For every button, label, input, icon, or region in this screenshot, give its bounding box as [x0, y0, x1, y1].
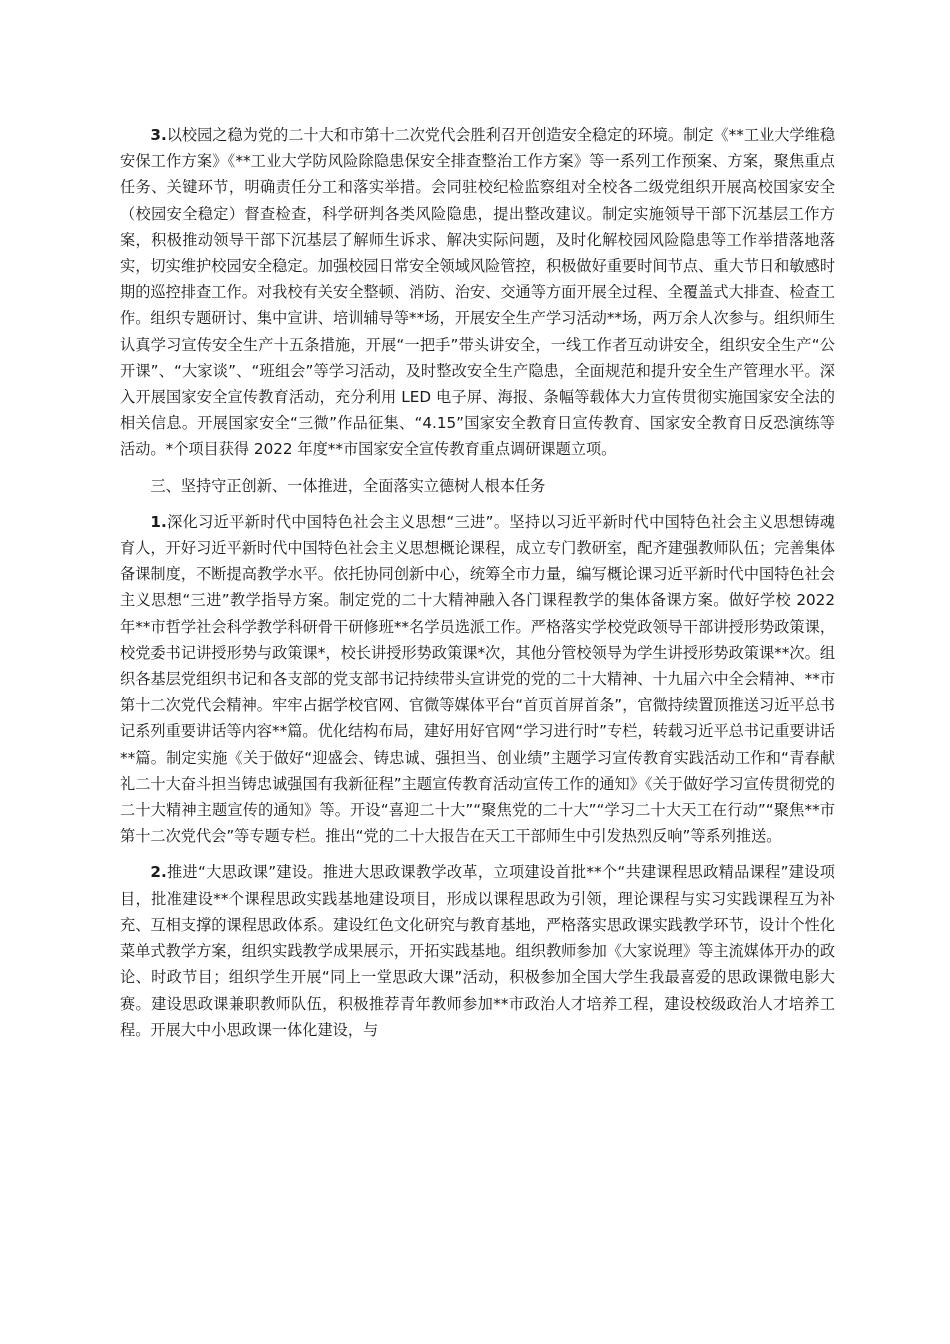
paragraph-ideological-course — [120, 859, 835, 1042]
paragraph-number: 3. — [150, 126, 167, 144]
paragraph-text: 深化习近平新时代中国特色社会主义思想“三进”。坚持以习近平新时代中国特色社会主义思想铸魂育人，开好习近平新时代中国特色社会主义思想概论课程，成立专门教研室，配齐建强教师队伍；完善集体备课制度，不断提高教学水平。依托协同创新中心，统筹全市力量，编写概论课习近平新时代中国特色社会主义思想“三进”教学指导方案。制定党的二十大精神融入各门课程教学的集体备课方案。做好学校 2022 年**市哲学社会科学教学科研骨干研修班**名学员选派工作。严格落实学校党政领导干部讲授形势政策课，校党委书记讲授形势与政策课*，校长讲授形势政策课*次，其他分管校领导为学生讲授形势政策课**次。组织各基层党组织书记和各支部的党支部书记持续带头宣讲党的党的二十大精神、十九届六中全会精神、**市第十二次党代会精神。牢牢占据学校官网、官微等媒体平台“首页首屏首条”，官微持续置顶推送习近平总书记系列重要讲话等内容**篇。优化结构布局，建好用好官网“学习进行时”专栏，转载习近平总书记重要讲话**篇。制定实施《关于做好“迎盛会、铸忠诚、强担当、创业绩”主题学习宣传教育实践活动工作和“青春献礼二十大奋斗担当铸忠诚强国有我新征程”主题宣传教育活动宣传工作的通知》《关于做好学习宣传贯彻党的二十大精神主题宣传的通知》等。开设“喜迎二十大”“聚焦党的二十大”“学习二十大天工在行动”“聚焦**市第十二次党代会”等专题专栏。推出“党的二十大报告在天工干部师生中引发热烈反响”等系列推送。 — [120, 512, 835, 846]
section-heading: 三、坚持守正创新、一体推进，全面落实立德树人根本任务 — [150, 476, 546, 495]
paragraph-text: 推进“大思政课”建设。推进大思政课教学改革，立项建设首批**个“共建课程思政精品课程”建设项目，批准建设**个课程思政实践基地建设项目，形成以课程思政为引领，理论课程与实习实践课程互为补充、互相支撑的课程思政体系。建设红色文化研究与教育基地，严格落实思政课实践教学环节，设计个性化菜单式教学方案，组织实践教学成果展示，开拓实践基地。组织教师参加《大家说理》等主流媒体开办的政论、时政节目；组织学生开展“同上一堂思政大课”活动，积极参加全国大学生我最喜爱的思政课微电影大赛。建设思政课兼职教师队伍，积极推荐青年教师参加**市政治人才培养工程，建设校级政治人才培养工程。开展大中小思政课一体化建设，与 — [120, 863, 835, 1039]
paragraph-number: 1. — [150, 512, 167, 531]
paragraph-three-entries — [120, 509, 835, 850]
paragraph-number: 2. — [150, 863, 167, 882]
document-page — [120, 122, 835, 1043]
paragraph-campus-security — [120, 122, 835, 463]
paragraph-text: 以校园之稳为党的二十大和市第十二次党代会胜利召开创造安全稳定的环境。制定《**工业大学维稳安保工作方案》《**工业大学防风险除隐患保安全排查整治工作方案》等一系列工作预案、方案，聚焦重点任务、关键环节，明确责任分工和落实举措。会同驻校纪检监察组对全校各二级党组织开展高校国家安全（校园安全稳定）督查检查，科学研判各类风险隐患，提出整改建议。制定实施领导干部下沉基层工作方案，积极推动领导干部下沉基层了解师生诉求、解决实际问题，及时化解校园风险隐患等工作举措落地落实，切实维护校园安全稳定。加强校园日常安全领域风险管控，积极做好重要时间节点、重大节日和敏感时期的巡控排查工作。对我校有关安全整顿、消防、治安、交通等方面开展全过程、全覆盖式大排查、检查工作。组织专题研讨、集中宣讲、培训辅导等**场，开展安全生产学习活动**场，两万余人次参与。组织师生认真学习宣传安全生产十五条措施，开展“一把手”带头讲安全，一线工作者互动讲安全，组织安全生产“公开课”、“大家谈”、“班组会”等学习活动，及时整改安全生产隐患，全面规范和提升安全生产管理水平。深入开展国家安全宣传教育活动，充分利用 LED 电子屏、海报、条幅等载体大力宣传贯彻实施国家安全法的相关信息。开展国家安全“三微”作品征集、“4.15”国家安全教育日宣传教育、国家安全教育日反恐演练等活动。*个项目获得 2022 年度**市国家安全宣传教育重点调研课题立项。 — [120, 126, 835, 459]
